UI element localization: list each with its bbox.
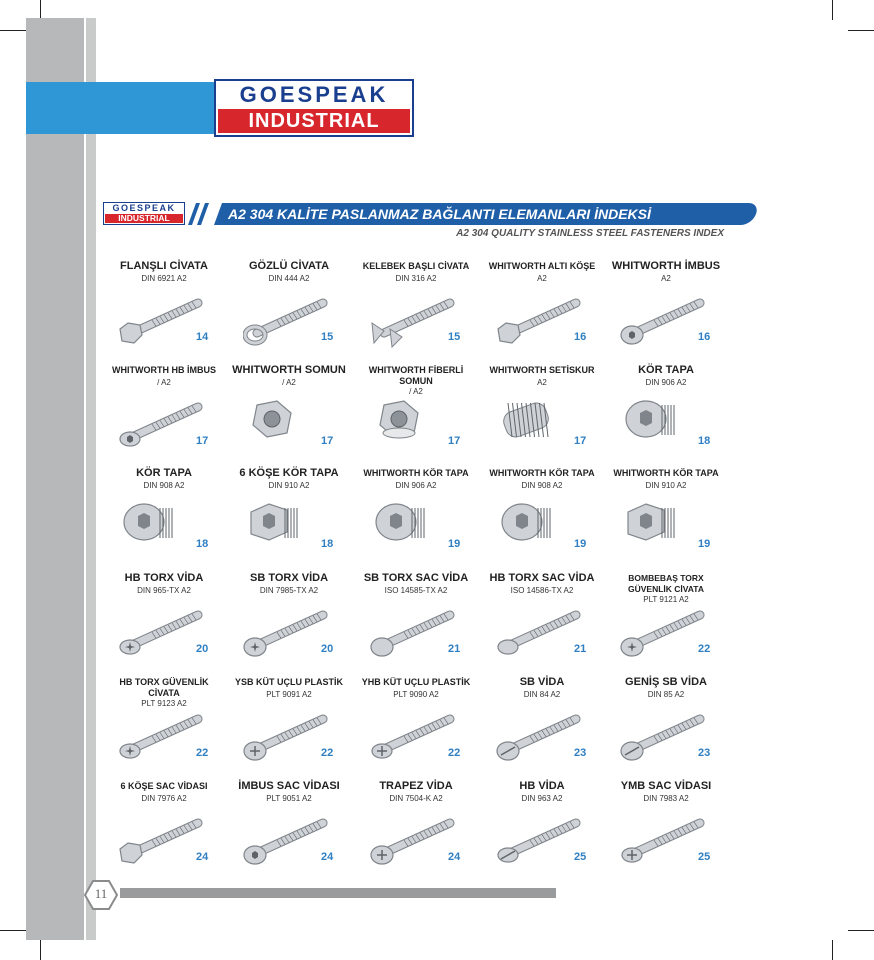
fastener-standard: / A2: [157, 378, 171, 387]
fastener-standard: ISO 14585-TX A2: [384, 586, 448, 595]
page-title: A2 304 KALİTE PASLANMAZ BAĞLANTI ELEMANLARI İNDEKSİ: [228, 206, 651, 222]
fastener-item: [606, 677, 726, 777]
brand-logo-small-top: GOESPEAK: [112, 203, 176, 213]
side-band: [26, 18, 84, 940]
fastener-name: BOMBEBAŞ TORX GÜVENLİK CİVATA: [627, 573, 705, 594]
fastener-standard: / A2: [409, 387, 423, 396]
catalog-page-number[interactable]: 21: [448, 643, 461, 655]
hex-plug-icon: [243, 500, 333, 556]
fastener-item: [229, 365, 349, 465]
catalog-page-number[interactable]: 19: [448, 538, 461, 550]
fastener-name: SB TORX SAC VİDA: [363, 572, 469, 584]
slotted-countersunk-screw-icon: [496, 813, 586, 869]
fastener-name: YSB KÜT UÇLU PLASTİK: [235, 677, 343, 687]
slotted-pan-screw-icon: [620, 709, 710, 765]
fastener-standard: DIN 963 A2: [521, 794, 563, 803]
hex-plug-icon: [620, 500, 710, 556]
wing-bolt-icon: [370, 293, 460, 349]
fastener-name: KÖR TAPA: [136, 467, 192, 479]
catalog-page-number[interactable]: 22: [448, 747, 461, 759]
fastener-item: [482, 573, 602, 673]
fastener-name: WHITWORTH HB İMBUS: [112, 365, 216, 375]
crop-mark: [832, 940, 833, 960]
brand-logo-small: [103, 202, 185, 225]
brand-logo-bottom: INDUSTRIAL: [218, 109, 410, 133]
socket-cap-screw-icon: [620, 293, 710, 349]
fastener-item: [104, 781, 224, 881]
fastener-item: [104, 261, 224, 361]
countersunk-plastic-screw-icon: [370, 709, 460, 765]
fastener-item: [606, 781, 726, 881]
hex-bolt-icon: [496, 293, 586, 349]
fastener-name: YMB SAC VİDASI: [620, 780, 712, 792]
fastener-item: [104, 677, 224, 777]
fastener-standard: DIN 7504-K A2: [389, 794, 443, 803]
fastener-name: HB VİDA: [519, 780, 565, 792]
fastener-standard: DIN 906 A2: [645, 378, 687, 387]
catalog-page-number[interactable]: 17: [574, 435, 587, 447]
catalog-page-number[interactable]: 16: [698, 331, 711, 343]
countersunk-socket-screw-icon: [118, 397, 208, 453]
crop-mark: [0, 30, 26, 31]
self-drilling-screw-icon: [370, 813, 460, 869]
fastener-item: [356, 677, 476, 777]
crop-mark: [832, 0, 833, 20]
fastener-name: WHITWORTH KÖR TAPA: [363, 468, 469, 478]
page-number: 11: [94, 886, 108, 901]
fastener-standard: PLT 9051 A2: [266, 794, 312, 803]
hex-tapping-screw-icon: [118, 813, 208, 869]
side-band-inner: [86, 18, 96, 940]
flange-bolt-icon: [118, 293, 208, 349]
fastener-item: [482, 365, 602, 465]
fastener-name: İMBUS SAC VİDASI: [238, 780, 340, 792]
catalog-page-number[interactable]: 19: [698, 538, 711, 550]
catalog-page-number[interactable]: 22: [698, 643, 711, 655]
plastic-screw-icon: [243, 709, 333, 765]
catalog-page-number[interactable]: 18: [196, 538, 209, 550]
fastener-name: FLANŞLI CİVATA: [120, 260, 208, 272]
collar-plug-icon: [118, 500, 208, 556]
fastener-item: [482, 468, 602, 568]
fastener-name: HB TORX VİDA: [124, 572, 204, 584]
crop-mark: [40, 940, 41, 960]
fastener-standard: / A2: [282, 378, 296, 387]
fastener-item: [482, 781, 602, 881]
catalog-page-number[interactable]: 17: [196, 435, 209, 447]
catalog-page-number[interactable]: 14: [196, 331, 209, 343]
fastener-name: HB TORX GÜVENLİK CİVATA: [119, 677, 209, 698]
crop-mark: [848, 930, 874, 931]
fastener-item: [104, 468, 224, 568]
countersunk-torx-screw-icon: [118, 605, 208, 661]
fastener-standard: DIN 908 A2: [143, 481, 185, 490]
fastener-name: 6 KÖŞE SAC VİDASI: [120, 781, 208, 791]
fastener-standard: DIN 84 A2: [523, 690, 561, 699]
page-subtitle: A2 304 QUALITY STAINLESS STEEL FASTENERS INDEX: [456, 228, 724, 239]
fastener-standard: PLT 9123 A2: [141, 699, 187, 708]
catalog-page-number[interactable]: 22: [321, 747, 334, 759]
fastener-standard: PLT 9091 A2: [266, 690, 312, 699]
catalog-page-number[interactable]: 24: [448, 851, 461, 863]
catalog-page-number[interactable]: 25: [698, 851, 711, 863]
catalog-page-number[interactable]: 17: [448, 435, 461, 447]
fastener-standard: DIN 7976 A2: [141, 794, 187, 803]
catalog-page-number[interactable]: 23: [574, 747, 587, 759]
fastener-name: WHITWORTH ALTI KÖŞE: [488, 261, 596, 271]
fastener-standard: DIN 444 A2: [268, 274, 310, 283]
fastener-standard: PLT 9090 A2: [393, 690, 439, 699]
slotted-cheese-screw-icon: [496, 709, 586, 765]
countersunk-security-bolt-icon: [118, 709, 208, 765]
brand-logo-small-bottom: INDUSTRIAL: [105, 214, 183, 223]
fastener-name: WHITWORTH KÖR TAPA: [489, 468, 595, 478]
catalog-page-number[interactable]: 21: [574, 643, 587, 655]
countersunk-tapping-screw-icon: [496, 605, 586, 661]
fastener-name: GENİŞ SB VİDA: [625, 676, 707, 688]
fastener-item: [482, 261, 602, 361]
fastener-name: TRAPEZ VİDA: [379, 780, 453, 792]
fastener-standard: DIN 906 A2: [395, 481, 437, 490]
catalog-page-number[interactable]: 24: [196, 851, 209, 863]
fastener-standard: DIN 6921 A2: [141, 274, 187, 283]
crop-mark: [40, 0, 41, 20]
catalog-page-number[interactable]: 17: [321, 435, 334, 447]
fastener-standard: DIN 316 A2: [395, 274, 437, 283]
fastener-name: HB TORX SAC VİDA: [489, 572, 595, 584]
catalog-page-number[interactable]: 15: [321, 331, 334, 343]
fastener-standard: A2: [661, 274, 671, 283]
plug-icon: [620, 397, 710, 453]
fastener-standard: DIN 908 A2: [521, 481, 563, 490]
fastener-item: [356, 365, 476, 465]
fastener-name: WHITWORTH SOMUN: [232, 364, 346, 376]
catalog-page-number[interactable]: 20: [196, 643, 209, 655]
catalog-page-number[interactable]: 16: [574, 331, 587, 343]
fastener-item: [229, 261, 349, 361]
fastener-item: [229, 573, 349, 673]
fastener-standard: ISO 14586-TX A2: [510, 586, 574, 595]
socket-tapping-screw-icon: [243, 813, 333, 869]
fastener-item: [229, 781, 349, 881]
fastener-name: KELEBEK BAŞLI CİVATA: [362, 261, 470, 271]
plug-icon: [370, 500, 460, 556]
fastener-name: WHITWORTH SETİSKUR: [489, 365, 595, 375]
collar-plug-icon: [496, 500, 586, 556]
pan-tapping-screw-icon: [370, 605, 460, 661]
fastener-name: SB TORX VİDA: [249, 572, 329, 584]
catalog-page-number[interactable]: 18: [698, 435, 711, 447]
fastener-item: [229, 468, 349, 568]
fastener-name: 6 KÖŞE KÖR TAPA: [239, 467, 339, 479]
catalog-page-number[interactable]: 22: [196, 747, 209, 759]
pan-torx-screw-icon: [243, 605, 333, 661]
fastener-standard: DIN 910 A2: [645, 481, 687, 490]
fastener-name: SB VİDA: [519, 676, 565, 688]
fastener-item: [606, 468, 726, 568]
fastener-name: WHITWORTH İMBUS: [611, 260, 721, 272]
fastener-standard: DIN 910 A2: [268, 481, 310, 490]
fastener-standard: DIN 7985-TX A2: [259, 586, 319, 595]
fastener-standard: A2: [537, 378, 547, 387]
button-security-bolt-icon: [620, 605, 710, 661]
fastener-item: [104, 573, 224, 673]
eye-bolt-icon: [243, 293, 333, 349]
brand-logo-top: GOESPEAK: [218, 83, 410, 107]
fastener-item: [229, 677, 349, 777]
fastener-item: [482, 677, 602, 777]
nylon-lock-nut-icon: [370, 397, 460, 453]
fastener-standard: DIN 7983 A2: [643, 794, 689, 803]
fastener-item: [356, 573, 476, 673]
fastener-item: [356, 468, 476, 568]
fastener-standard: A2: [537, 274, 547, 283]
fastener-item: [606, 365, 726, 465]
crop-mark: [848, 30, 874, 31]
fastener-name: KÖR TAPA: [638, 364, 694, 376]
fastener-name: WHITWORTH FİBERLİ SOMUN: [368, 365, 464, 386]
fastener-name: GÖZLÜ CİVATA: [248, 260, 330, 272]
catalog-page-number[interactable]: 15: [448, 331, 461, 343]
fastener-item: [356, 261, 476, 361]
catalog-page-number[interactable]: 25: [574, 851, 587, 863]
fastener-standard: DIN 965-TX A2: [137, 586, 191, 595]
footer-band: [120, 888, 556, 898]
fastener-item: [606, 261, 726, 361]
fastener-item: [606, 573, 726, 673]
set-screw-icon: [496, 397, 586, 453]
catalog-page-number[interactable]: 23: [698, 747, 711, 759]
fastener-name: WHITWORTH KÖR TAPA: [613, 468, 719, 478]
fastener-item: [104, 365, 224, 465]
fastener-standard: PLT 9121 A2: [643, 595, 689, 604]
brand-logo: [214, 79, 414, 137]
crop-mark: [0, 930, 26, 931]
catalog-page-number[interactable]: 24: [321, 851, 334, 863]
header-accent-bar: [26, 82, 216, 134]
fastener-name: YHB KÜT UÇLU PLASTİK: [361, 677, 471, 687]
catalog-page-number[interactable]: 20: [321, 643, 334, 655]
fastener-item: [356, 781, 476, 881]
catalog-page-number[interactable]: 18: [321, 538, 334, 550]
catalog-page-number[interactable]: 19: [574, 538, 587, 550]
hex-nut-icon: [243, 397, 333, 453]
raised-countersunk-tapping-screw-icon: [620, 813, 710, 869]
fastener-standard: DIN 85 A2: [647, 690, 685, 699]
